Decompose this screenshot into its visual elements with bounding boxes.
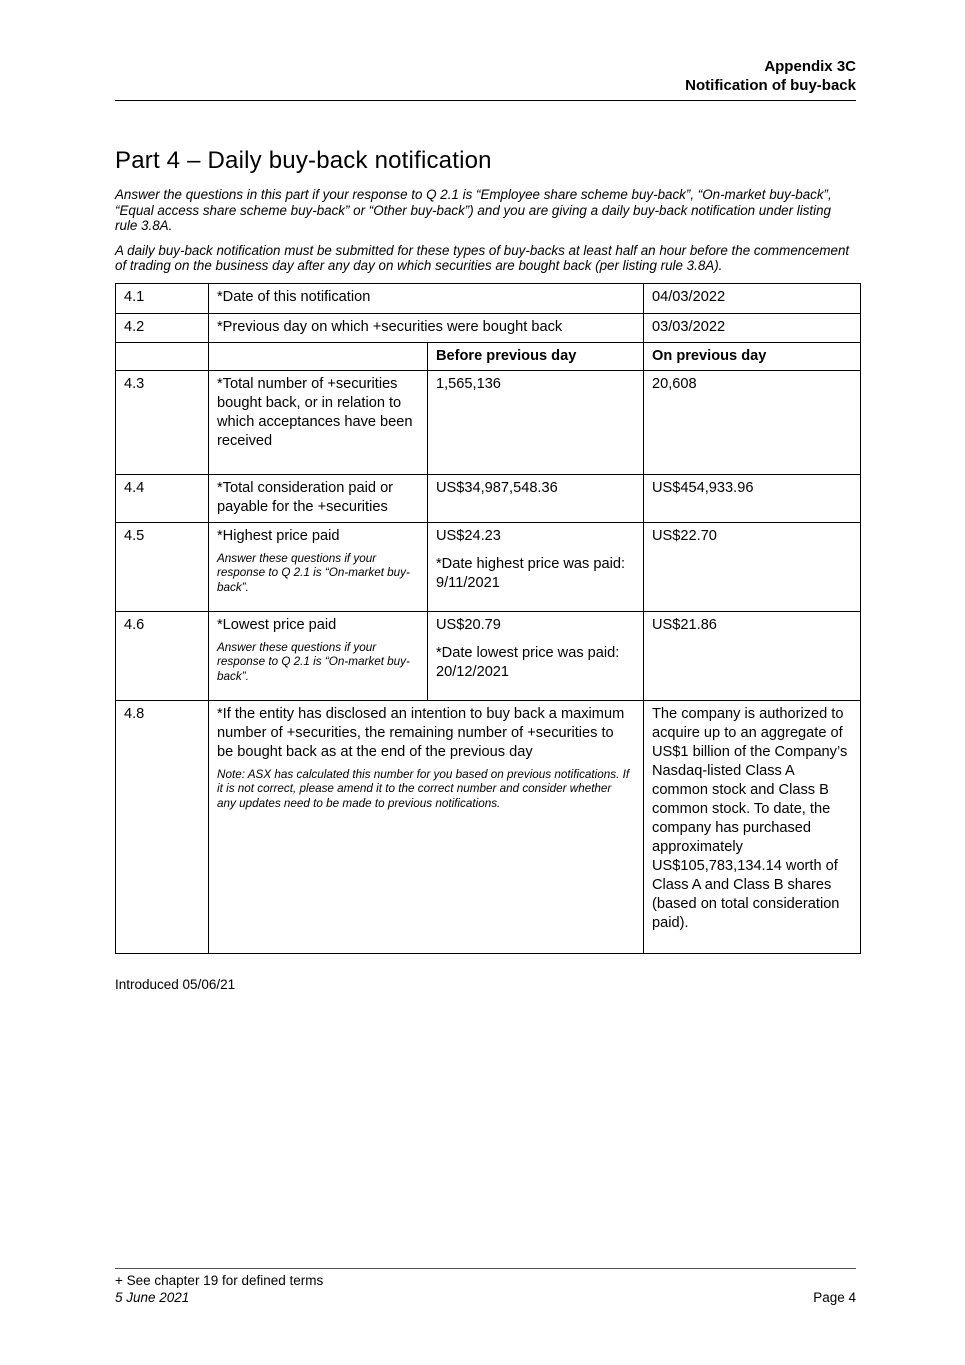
question-note: Answer these questions if your response to Q 2.1 is “On-market buy-back”.: [217, 640, 410, 683]
document-header: [115, 0, 856, 101]
introduced-note: Introduced 05/06/21: [115, 976, 236, 992]
appendix-subtitle: Notification of buy-back: [685, 77, 856, 94]
question-text: *Highest price paid: [217, 527, 340, 544]
document-footer: [115, 1268, 856, 1306]
lowest-price-value: US$20.79: [436, 616, 501, 633]
highest-price-value: US$24.23: [436, 527, 501, 544]
empty-cell: [209, 342, 428, 370]
lowest-price-date: *Date lowest price was paid: 20/12/2021: [436, 644, 620, 680]
table-row-4-4: [116, 474, 861, 522]
question-cell: [209, 611, 428, 700]
question-cell: *Previous day on which +securities were bought back: [209, 313, 644, 342]
question-note: Note: ASX has calculated this number for you based on previous notifications. If it is not correct, please amend it to the correct number and consider whether any updates need to be made to previous notifications.: [217, 767, 630, 810]
table-row-4-5: [116, 522, 861, 611]
column-header-on-previous-day: On previous day: [644, 342, 861, 370]
buyback-notification-table: [115, 283, 861, 954]
value-on-cell: US$454,933.96: [644, 474, 861, 522]
item-number-cell: 4.1: [116, 283, 209, 313]
table-row-4-3: [116, 370, 861, 474]
highest-price-date: *Date highest price was paid: 9/11/2021: [436, 555, 626, 591]
item-number-cell: 4.6: [116, 611, 209, 700]
value-before-cell: US$34,987,548.36: [428, 474, 644, 522]
answer-cell: 04/03/2022: [644, 283, 861, 313]
table-column-header-row: [116, 342, 861, 370]
item-number-cell: 4.2: [116, 313, 209, 342]
item-number-cell: 4.4: [116, 474, 209, 522]
footer-date: 5 June 2021: [115, 1289, 190, 1305]
value-before-cell: [428, 522, 644, 611]
item-number-cell: 4.5: [116, 522, 209, 611]
value-on-cell: US$21.86: [644, 611, 861, 700]
page-number: Page 4: [813, 1289, 856, 1305]
defined-terms-note: + See chapter 19 for defined terms: [115, 1273, 324, 1288]
question-text: *If the entity has disclosed an intention to buy back a maximum number of +securities, the remaining number of +securities to be bought back as at the end of the previous day: [217, 705, 625, 760]
column-header-before-previous-day: Before previous day: [428, 342, 644, 370]
item-number-cell: 4.8: [116, 700, 209, 953]
value-on-cell: US$22.70: [644, 522, 861, 611]
appendix-title: Appendix 3C: [764, 58, 856, 75]
value-before-cell: [428, 611, 644, 700]
question-cell: [209, 522, 428, 611]
table-row-4-6: [116, 611, 861, 700]
question-cell: *Total consideration paid or payable for the +securities: [209, 474, 428, 522]
intro-paragraph-2: A daily buy-back notification must be submitted for these types of buy-backs at least half an hour before the commencement of trading on the business day after any day on which securities are bought back (per listing rule 3.8A).: [115, 242, 850, 273]
value-on-cell: 20,608: [644, 370, 861, 474]
part-title: Part 4 – Daily buy-back notification: [115, 147, 492, 174]
table-row-4-2: [116, 313, 861, 342]
table-row-4-1: [116, 283, 861, 313]
table-row-4-8: [116, 700, 861, 953]
question-text: *Lowest price paid: [217, 616, 337, 633]
empty-cell: [116, 342, 209, 370]
question-cell: *Total number of +securities bought back, or in relation to which acceptances have been received: [209, 370, 428, 474]
answer-cell: The company is authorized to acquire up to an aggregate of US$1 billion of the Company’s Nasdaq-listed Class A common stock and Class B common stock. To date, the company has purchased approximately US$105,783,134.14 worth of Class A and Class B shares (based on total consideration paid).: [644, 700, 861, 953]
question-cell: *Date of this notification: [209, 283, 644, 313]
intro-paragraph-1: Answer the questions in this part if your response to Q 2.1 is “Employee share scheme buy-back”, “On-market buy-back”, “Equal access share scheme buy-back” or “Other buy-back”) and you are giving a daily buy-back notification under listing rule 3.8A.: [115, 187, 832, 233]
question-note: Answer these questions if your response to Q 2.1 is “On-market buy-back”.: [217, 551, 410, 594]
question-cell: [209, 700, 644, 953]
page-content: [115, 0, 856, 992]
answer-cell: 03/03/2022: [644, 313, 861, 342]
item-number-cell: 4.3: [116, 370, 209, 474]
value-before-cell: 1,565,136: [428, 370, 644, 474]
